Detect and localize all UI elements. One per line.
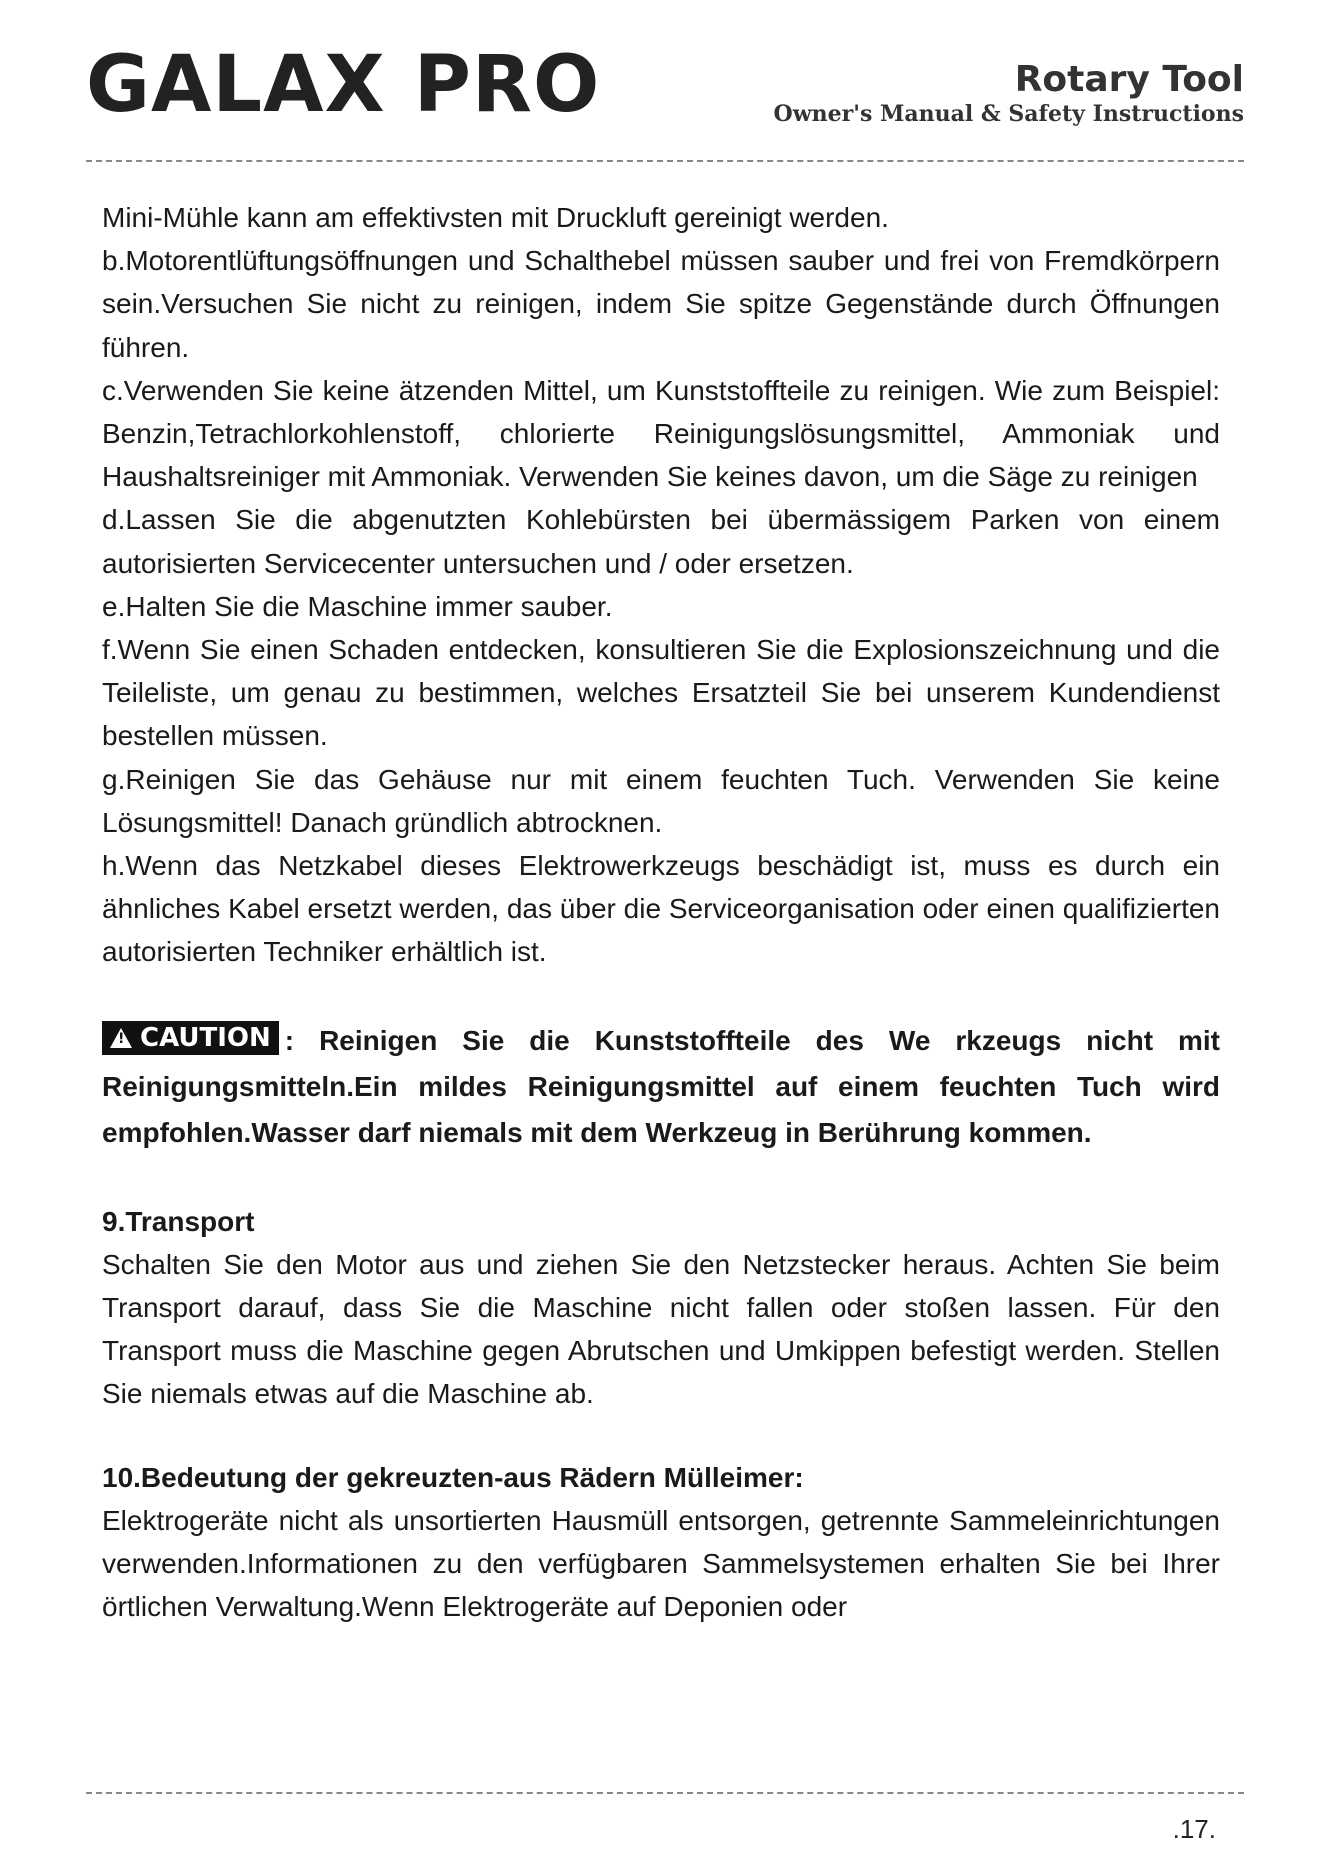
paragraph-item-b: b.Motorentlüftungsöffnungen und Schalthebel müssen sauber und frei von Fremdkörpern sein.Versuchen Sie nicht zu reinigen, indem Sie spitze Gegenstände durch Öffnungen führen. — [102, 245, 1220, 363]
warning-triangle-icon — [110, 1028, 132, 1048]
spacer — [102, 1156, 1220, 1200]
section-heading-disposal: 10.Bedeutung der gekreuzten-aus Rädern Mülleimer: — [102, 1461, 804, 1493]
paragraph-item-c: c.Verwenden Sie keine ätzenden Mittel, um Kunststoffteile zu reinigen. Wie zum Beispiel: Benzin,Tetrachlorkohlenstoff, chlorierte Reinigungslösungsmittel, Ammoniak und Haushaltsreiniger mit Ammoniak. Verwenden Sie keines davon, um die Säge zu reinigen — [102, 374, 1220, 493]
page-number: .17. — [1172, 1814, 1216, 1844]
caution-text: : Reinigen Sie die Kunststoffteile des We rkzeugs nicht mit Reinigungsmitteln.Ein mildes Reinigungsmittel auf einem feuchten Tuch wird empfohlen.Wasser darf niemals mit dem Werkzeug in Berührung kommen. — [102, 1024, 1220, 1148]
paragraph-item-h: h.Wenn das Netzkabel dieses Elektrowerkzeugs beschädigt ist, muss es durch ein ähnliches Kabel ersetzt werden, das über die Serviceorganisation oder einen qualifizierten autorisierten Techniker erhältlich ist. — [102, 850, 1220, 968]
paragraph-item-d: d.Lassen Sie die abgenutzten Kohlebürsten bei übermässigem Parken von einem autorisierten Servicecenter untersuchen und / oder ersetzen. — [102, 504, 1220, 579]
caution-badge — [102, 1021, 279, 1055]
caution-label: CAUTION — [140, 1022, 271, 1053]
spacer — [102, 1416, 1220, 1456]
manual-subtitle: Owner's Manual & Safety Instructions — [773, 100, 1244, 127]
document-title — [774, 60, 1244, 128]
paragraph-item-e: e.Halten Sie die Maschine immer sauber. — [102, 590, 613, 622]
header-divider — [86, 160, 1244, 162]
caution-notice — [102, 1018, 1220, 1156]
paragraph-item-f: f.Wenn Sie einen Schaden entdecken, konsultieren Sie die Explosionszeichnung und die Teileliste, um genau zu bestimmen, welches Ersatzteil Sie bei unserem Kundendienst bestellen müssen. — [102, 634, 1220, 752]
section-text-transport: Schalten Sie den Motor aus und ziehen Sie den Netzstecker heraus. Achten Sie beim Transport darauf, dass Sie die Maschine nicht fallen oder stoßen lassen. Für den Transport muss die Maschine gegen Abrutschen und Umkippen befestigt werden. Stellen Sie niemals etwas auf die Maschine ab. — [102, 1248, 1220, 1410]
spacer — [102, 974, 1220, 1018]
paragraph-item-g: g.Reinigen Sie das Gehäuse nur mit einem feuchten Tuch. Verwenden Sie keine Lösungsmittel! Danach gründlich abtrocknen. — [102, 763, 1220, 838]
product-title: Rotary Tool — [1014, 59, 1244, 100]
section-heading-transport: 9.Transport — [102, 1205, 255, 1237]
section-text-disposal: Elektrogeräte nicht als unsortierten Hausmüll entsorgen, getrennte Sammeleinrichtungen verwenden.Informationen zu den verfügbaren Sammelsystemen erhalten Sie bei Ihrer örtlichen Verwaltung.Wenn Elektrogeräte auf Deponien oder — [102, 1504, 1220, 1623]
page-body — [102, 196, 1220, 1628]
paragraph-cleaning-intro: Mini-Mühle kann am effektivsten mit Druckluft gereinigt werden. — [102, 202, 889, 233]
footer-divider — [86, 1792, 1244, 1794]
brand-logo: GALAX PRO — [86, 40, 601, 130]
